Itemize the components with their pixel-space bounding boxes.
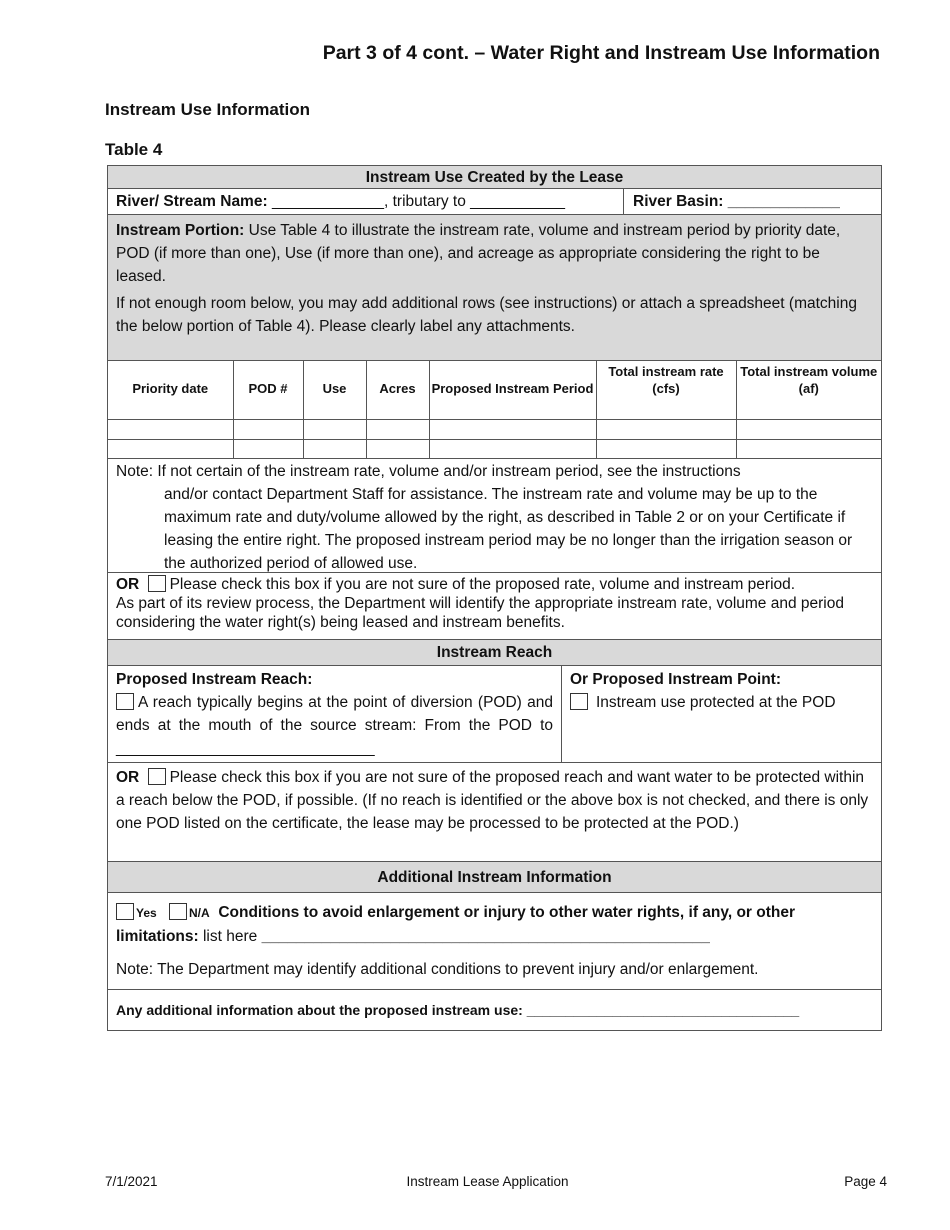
proposed-point-label: Or Proposed Instream Point: (570, 671, 782, 688)
reach-checkbox[interactable] (116, 693, 134, 710)
cell-input[interactable] (366, 399, 429, 419)
instream-grid-wrap (108, 361, 881, 459)
part-title: Part 3 of 4 cont. – Water Right and Instream Use Information (322, 42, 880, 64)
yes-checkbox[interactable] (116, 903, 134, 920)
table-row (108, 399, 881, 419)
col-priority-date: Priority date (108, 361, 233, 399)
additional-info-field[interactable]: ___________________________________ (526, 1002, 800, 1018)
river-row (108, 189, 881, 215)
cell-input[interactable] (429, 399, 596, 419)
table-4-form (107, 165, 882, 1031)
col-proposed-period: Proposed Instream Period (429, 361, 596, 399)
footer-page: Page 4 (844, 1174, 887, 1189)
additional-header: Additional Instream Information (108, 862, 881, 893)
col-acres: Acres (366, 361, 429, 399)
conditions-row (108, 893, 881, 990)
tributary-label: , tributary to (384, 193, 466, 210)
cell-input[interactable] (233, 399, 303, 419)
col-use: Use (303, 361, 366, 399)
additional-info-row (108, 990, 881, 1030)
or-rate-first: Please check this box if you are not sure of the proposed rate, volume and instream period. (169, 576, 796, 593)
table-title: Table 4 (105, 140, 163, 159)
or-rate-rest: As part of its review process, the Department will identify the appropriate instream rate, volume and period considering the water right(s) being leased and instream benefits. (116, 595, 844, 631)
or-label: OR (116, 769, 140, 786)
conditions-text: list here (198, 928, 258, 945)
conditions-label: Conditions to avoid enlargement or injury to other water rights, if any, or other limitations: (116, 904, 796, 945)
cell-input[interactable] (233, 419, 303, 439)
cell-input[interactable] (596, 419, 736, 439)
cell-input[interactable] (303, 419, 366, 439)
lease-header: Instream Use Created by the Lease (108, 166, 881, 189)
river-name-field[interactable]: _____________ (271, 193, 385, 210)
col-total-volume: Total instream volume (af) (740, 364, 878, 396)
or-rate-row (108, 573, 881, 640)
point-text: Instream use protected at the POD (596, 694, 836, 711)
instream-portion-label: Instream Portion: (116, 222, 245, 239)
point-checkbox[interactable] (570, 693, 588, 710)
instream-note (108, 459, 881, 573)
cell-input[interactable] (303, 439, 366, 458)
cell-input[interactable] (736, 419, 881, 439)
river-basin-field[interactable]: _____________ (727, 193, 840, 210)
cell-input[interactable] (108, 399, 233, 419)
reach-text: A reach typically begins at the point of diversion (POD) and ends at the mouth of the source stream: From the POD to (116, 694, 553, 734)
cell-input[interactable] (596, 439, 736, 458)
footer-title: Instream Lease Application (406, 1174, 569, 1189)
instream-grid (108, 361, 881, 458)
additional-info-label: Any additional information about the proposed instream use: (116, 1002, 523, 1018)
table-row (108, 439, 881, 458)
note-first-line: Note: If not certain of the instream rate, volume and/or instream period, see the instructions (116, 463, 741, 480)
cell-input[interactable] (736, 399, 881, 419)
river-basin-label: River Basin: (633, 193, 724, 210)
col-pod: POD # (233, 361, 303, 399)
cell-input[interactable] (429, 419, 596, 439)
cell-input[interactable] (108, 439, 233, 458)
cell-input[interactable] (108, 419, 233, 439)
instream-portion (108, 215, 881, 361)
cell-input[interactable] (429, 439, 596, 458)
or-reach-text: Please check this box if you are not sure of the proposed reach and want water to be protected within a reach below the POD, if possible. (If no reach is identified or the above box is not checked, and there is only one POD listed on the certificate, the lease may be processed to be protected at the POD.) (116, 769, 869, 832)
cell-input[interactable] (233, 439, 303, 458)
cell-input[interactable] (596, 399, 736, 419)
na-label: N/A (189, 906, 210, 920)
unsure-rate-checkbox[interactable] (148, 575, 166, 592)
cell-input[interactable] (736, 439, 881, 458)
instream-portion-text: Use Table 4 to illustrate the instream rate, volume and instream period by priority date, POD (if more than one), Use (if more than one), and acreage as appropriate considering the right to be leased. (116, 222, 841, 285)
proposed-reach-label: Proposed Instream Reach: (116, 671, 313, 688)
reach-header: Instream Reach (108, 640, 881, 666)
cell-input[interactable] (366, 419, 429, 439)
reach-pod-field[interactable]: ______________________________ (116, 740, 375, 757)
river-name-label: River/ Stream Name: (116, 193, 268, 210)
room-note: If not enough room below, you may add additional rows (see instructions) or attach a spreadsheet (matching the below portion of Table 4). Please clearly label any attachments. (116, 295, 857, 335)
cell-input[interactable] (366, 439, 429, 458)
col-total-rate: Total instream rate (cfs) (596, 361, 736, 399)
cell-input[interactable] (303, 399, 366, 419)
section-title: Instream Use Information (105, 100, 310, 119)
tributary-field[interactable]: ___________ (470, 193, 565, 210)
yes-label: Yes (136, 906, 157, 920)
table-row (108, 419, 881, 439)
na-checkbox[interactable] (169, 903, 187, 920)
or-label: OR (116, 576, 140, 593)
unsure-reach-checkbox[interactable] (148, 768, 166, 785)
or-reach-row (108, 763, 881, 862)
footer-date: 7/1/2021 (105, 1174, 158, 1189)
conditions-field[interactable]: ____________________________________________________ (261, 928, 710, 945)
note-rest: and/or contact Department Staff for assistance. The instream rate and volume may be up to the maximum rate and duty/volume allowed by the right, as described in Table 2 or on your Certificate if leasing the entire right. The proposed instream period may be no longer than the irrigation season or the authorized period of allowed use. (164, 486, 853, 572)
reach-row (108, 666, 881, 763)
department-note: Note: The Department may identify additional conditions to prevent injury and/or enlargement. (116, 961, 759, 978)
